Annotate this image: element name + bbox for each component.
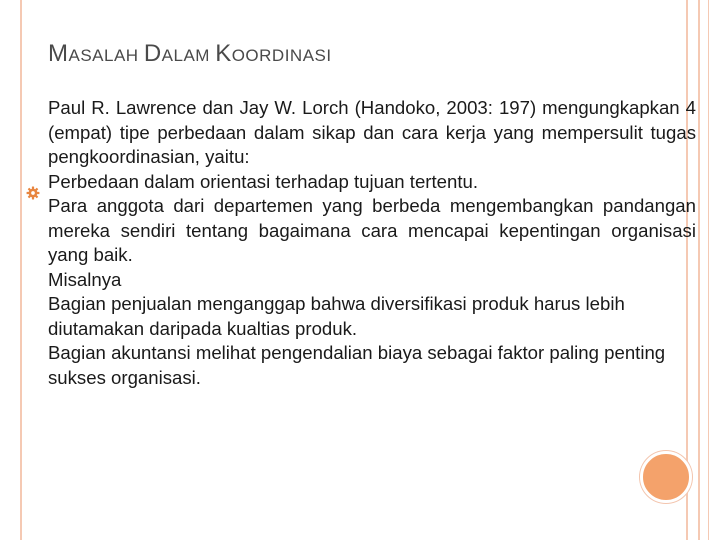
bullet-heading: Perbedaan dalam orientasi terhadap tujuan tertentu. [48, 170, 479, 192]
intro-paragraph: Paul R. Lawrence dan Jay W. Lorch (Handoko, 2003: 197) mengungkapkan 4 (empat) tipe perbedaan dalam sikap dan cara kerja yang mempersulit tugas pengkoordinasian, yaitu: [48, 97, 696, 167]
example-paragraph: Bagian penjualan menganggap bahwa diversifikasi produk harus lebih diutamakan daripada kualtias produk. [48, 293, 625, 339]
example-paragraph: Bagian akuntansi melihat pengendalian biaya sebagai faktor paling penting sukses organisasi. [48, 342, 666, 388]
slide-title [48, 40, 332, 68]
gear-icon [26, 186, 40, 200]
slide-body [48, 96, 696, 390]
title-initial: D [143, 40, 162, 67]
title-word: OORDINASI [231, 46, 332, 65]
body-paragraph: Para anggota dari departemen yang berbeda mengembangkan pandangan mereka sendiri tentang bagaimana cara mencapai kepentingan organisasi yang baik. [48, 195, 696, 265]
title-word: ASALAH [68, 46, 144, 65]
right-decorative-line [698, 0, 700, 540]
right-decorative-line [708, 0, 709, 540]
title-initial: M [48, 40, 69, 67]
decorative-circle [640, 451, 692, 503]
title-initial: K [215, 40, 232, 67]
title-word: ALAM [161, 46, 216, 65]
example-label: Misalnya [48, 268, 122, 290]
left-decorative-line [20, 0, 22, 540]
